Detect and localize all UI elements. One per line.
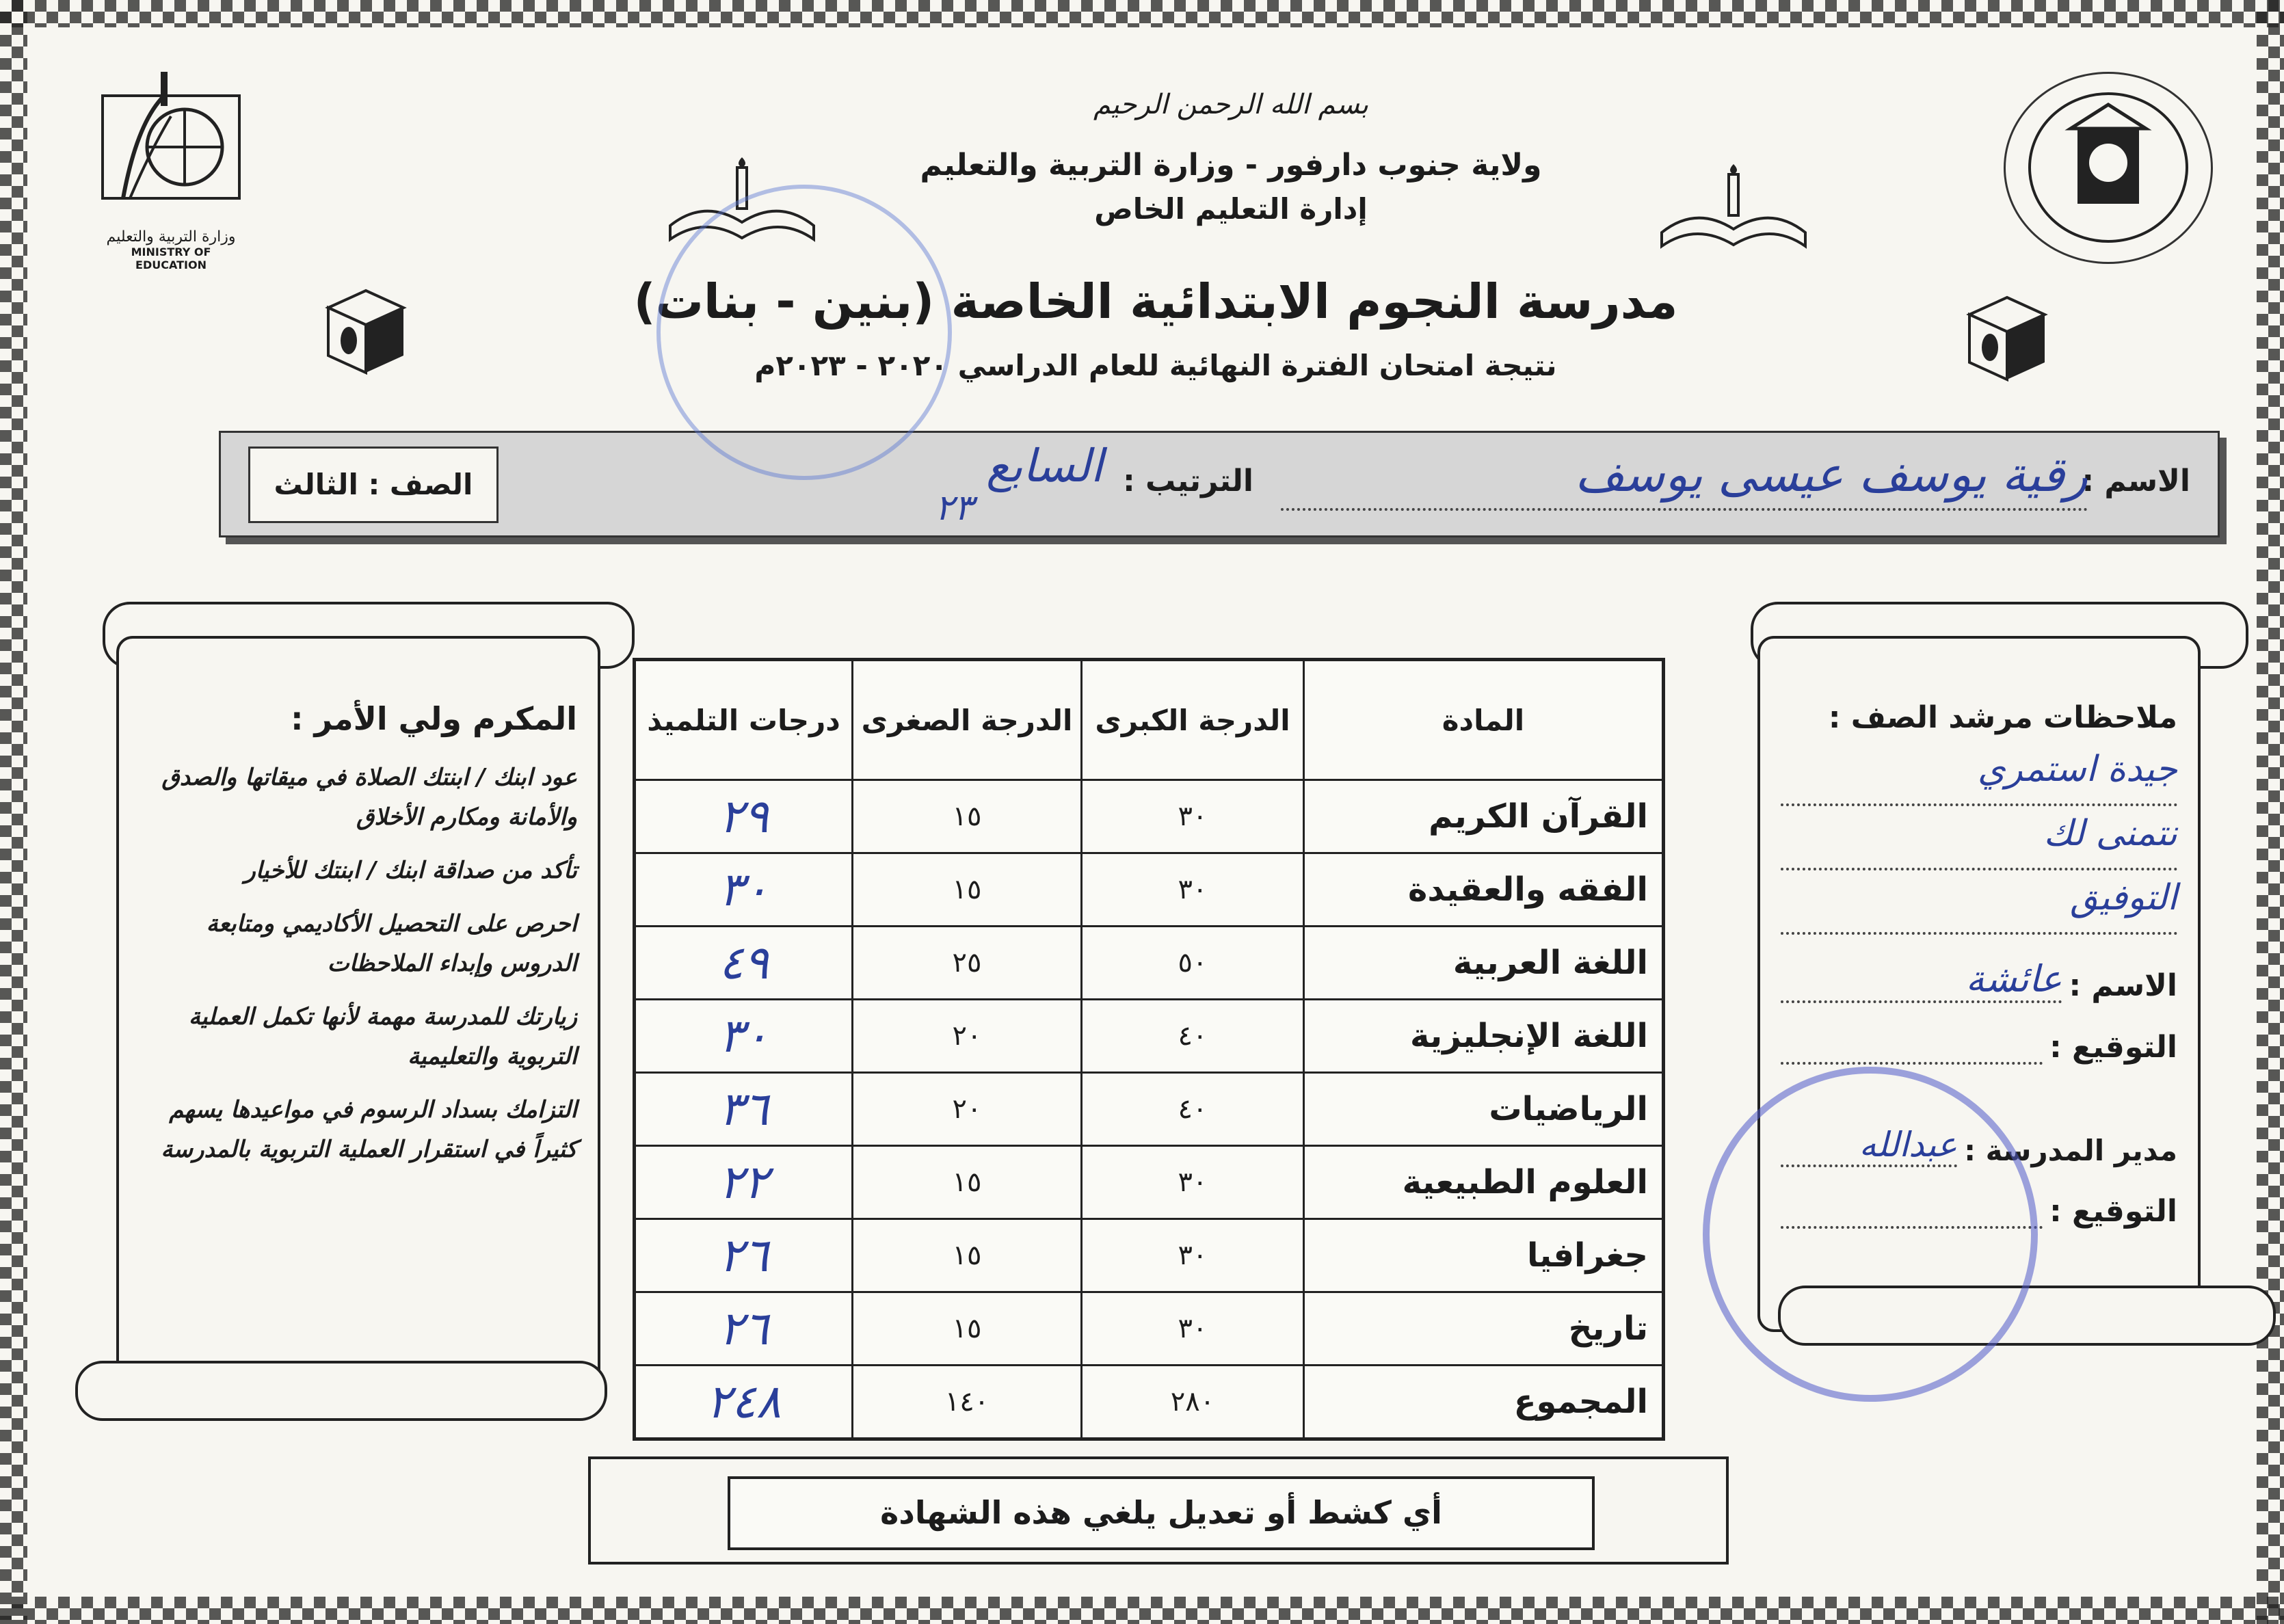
left-scroll-bottom-cap	[75, 1361, 607, 1421]
advice-item: زيارتك للمدرسة مهمة لأنها تكمل العملية التربوية والتعليمية	[188, 1003, 577, 1070]
subject-cell: جغرافيا	[1304, 1219, 1664, 1292]
basmala: بسم الله الرحمن الرحيم	[1093, 89, 1369, 120]
max-cell: ٣٠	[1082, 853, 1304, 927]
school-stamp-right	[1703, 1067, 2038, 1402]
checkered-border-bottom	[0, 1597, 2284, 1624]
ministry-logo-arabic: وزارة التربية والتعليم	[106, 228, 236, 245]
table-row	[635, 853, 1664, 927]
note-line: نتمنى لك	[1781, 813, 2177, 870]
total-min-cell: ١٤٠	[853, 1366, 1082, 1439]
checkered-border-right	[2257, 0, 2284, 1624]
min-cell: ١٥	[853, 1292, 1082, 1366]
cube-right-icon	[1963, 294, 2051, 383]
min-cell: ٢٠	[853, 1073, 1082, 1146]
max-cell: ٣٠	[1082, 1292, 1304, 1366]
max-cell: ٤٠	[1082, 1073, 1304, 1146]
left-scroll-title: المكرم ولي الأمر :	[291, 700, 577, 737]
note-line: جيدة استمري	[1781, 749, 2177, 806]
teacher-signature-row	[1781, 1003, 2177, 1065]
score-cell: ٢٦	[635, 1219, 853, 1292]
score-cell: ٢٢	[635, 1146, 853, 1219]
subject-cell: العلوم الطبيعية	[1304, 1146, 1664, 1219]
max-cell: ٣٠	[1082, 1146, 1304, 1219]
footer-banner	[588, 1456, 1729, 1565]
total-max-cell: ٢٨٠	[1082, 1366, 1304, 1439]
right-scroll-title: ملاحظات مرشد الصف :	[1828, 700, 2177, 735]
table-row	[635, 1000, 1664, 1073]
teacher-signature-line	[1781, 1035, 2043, 1065]
max-cell: ٥٠	[1082, 927, 1304, 1000]
department-title: إدارة التعليم الخاص	[1094, 192, 1368, 226]
min-cell: ١٥	[853, 853, 1082, 927]
advice-item: عود ابنك / ابنتك الصلاة في ميقاتها والصدق والأمانة ومكارم الأخلاق	[161, 764, 577, 831]
subject-cell: اللغة العربية	[1304, 927, 1664, 1000]
score-cell: ٢٦	[635, 1292, 853, 1366]
min-cell: ١٥	[853, 1219, 1082, 1292]
ministry-logo	[96, 68, 246, 271]
min-cell: ٢٠	[853, 1000, 1082, 1073]
principal-label: مدير المدرسة :	[1964, 1134, 2177, 1167]
total-label-cell: المجموع	[1304, 1366, 1664, 1439]
advice-item: تأكد من صداقة ابنك / ابنتك للأخيار	[244, 857, 577, 884]
header-max: الدرجة الكبرى	[1082, 660, 1304, 780]
min-cell: ٢٥	[853, 927, 1082, 1000]
student-info-bar	[219, 431, 2220, 537]
header-min: الدرجة الصغرى	[853, 660, 1082, 780]
subject-cell: تاريخ	[1304, 1292, 1664, 1366]
table-row	[635, 1219, 1664, 1292]
score-cell: ٣٠	[635, 1000, 853, 1073]
class-label: الصف : الثالث	[274, 468, 473, 501]
table-row	[635, 780, 1664, 853]
left-scroll	[116, 636, 600, 1407]
subject-cell: الفقه والعقيدة	[1304, 853, 1664, 927]
checkered-border-top	[0, 0, 2284, 27]
subject-cell: القرآن الكريم	[1304, 780, 1664, 853]
teacher-name-label: الاسم :	[2069, 968, 2177, 1003]
header-subject: المادة	[1304, 660, 1664, 780]
table-row	[635, 1146, 1664, 1219]
rank-value: السابع	[986, 440, 1103, 492]
table-row	[635, 927, 1664, 1000]
min-cell: ١٥	[853, 780, 1082, 853]
advice-item: احرص على التحصيل الأكاديمي ومتابعة الدروس وإبداء الملاحظات	[206, 910, 577, 977]
principal-value: عبدالله	[1781, 1125, 1957, 1167]
table-header-row	[635, 660, 1664, 780]
footer-warning: أي كشط أو تعديل يلغي هذه الشهادة	[880, 1494, 1442, 1531]
note-line: التوفيق	[1781, 877, 2177, 935]
teacher-name-row	[1781, 948, 2177, 1003]
student-name-value: رقية يوسف عيسى يوسف	[1575, 447, 2088, 503]
total-row	[635, 1366, 1664, 1439]
class-box	[248, 447, 499, 523]
ministry-emblem-icon	[96, 68, 246, 226]
exam-title: نتيجة امتحان الفترة النهائية للعام الدراسي ٢٠٢٠ - ٢٠٢٣م	[754, 349, 1557, 382]
subject-cell: الرياضيات	[1304, 1073, 1664, 1146]
school-stamp-top	[656, 185, 952, 480]
teacher-signature-label: التوقيع :	[2049, 1030, 2177, 1065]
cube-left-icon	[321, 287, 410, 376]
min-cell: ١٥	[853, 1146, 1082, 1219]
max-cell: ٤٠	[1082, 1000, 1304, 1073]
state-logo	[2004, 72, 2213, 264]
school-name: مدرسة النجوم الابتدائية الخاصة (بنين - بنات)	[633, 274, 1678, 330]
rank-label: الترتيب :	[1123, 464, 1253, 498]
score-cell: ٢٩	[635, 780, 853, 853]
table-row	[635, 1073, 1664, 1146]
score-cell: ٣٦	[635, 1073, 853, 1146]
rank-sub-value: ٢٣	[935, 488, 973, 529]
name-field	[1281, 447, 2088, 511]
state-emblem-icon	[2006, 74, 2211, 262]
name-label: الاسم :	[2082, 464, 2190, 498]
score-cell: ٤٩	[635, 927, 853, 1000]
checkered-border-left	[0, 0, 27, 1624]
principal-signature-label: التوقيع :	[2049, 1194, 2177, 1229]
max-cell: ٣٠	[1082, 1219, 1304, 1292]
score-cell: ٣٠	[635, 853, 853, 927]
table-row	[635, 1292, 1664, 1366]
max-cell: ٣٠	[1082, 780, 1304, 853]
state-ministry-title: ولاية جنوب دارفور - وزارة التربية والتعليم	[920, 148, 1542, 183]
teacher-name-value: عائشة	[1781, 957, 2062, 1003]
total-score-cell: ٢٤٨	[635, 1366, 853, 1439]
grades-table	[633, 658, 1665, 1441]
advice-item: التزامك بسداد الرسوم في مواعيدها يسهم كثيراً في استقرار العملية التربوية بالمدرسة	[161, 1096, 577, 1163]
subject-cell: اللغة الإنجليزية	[1304, 1000, 1664, 1073]
header-score: درجات التلميذ	[635, 660, 853, 780]
ministry-logo-english: MINISTRY OF EDUCATION	[131, 245, 211, 271]
